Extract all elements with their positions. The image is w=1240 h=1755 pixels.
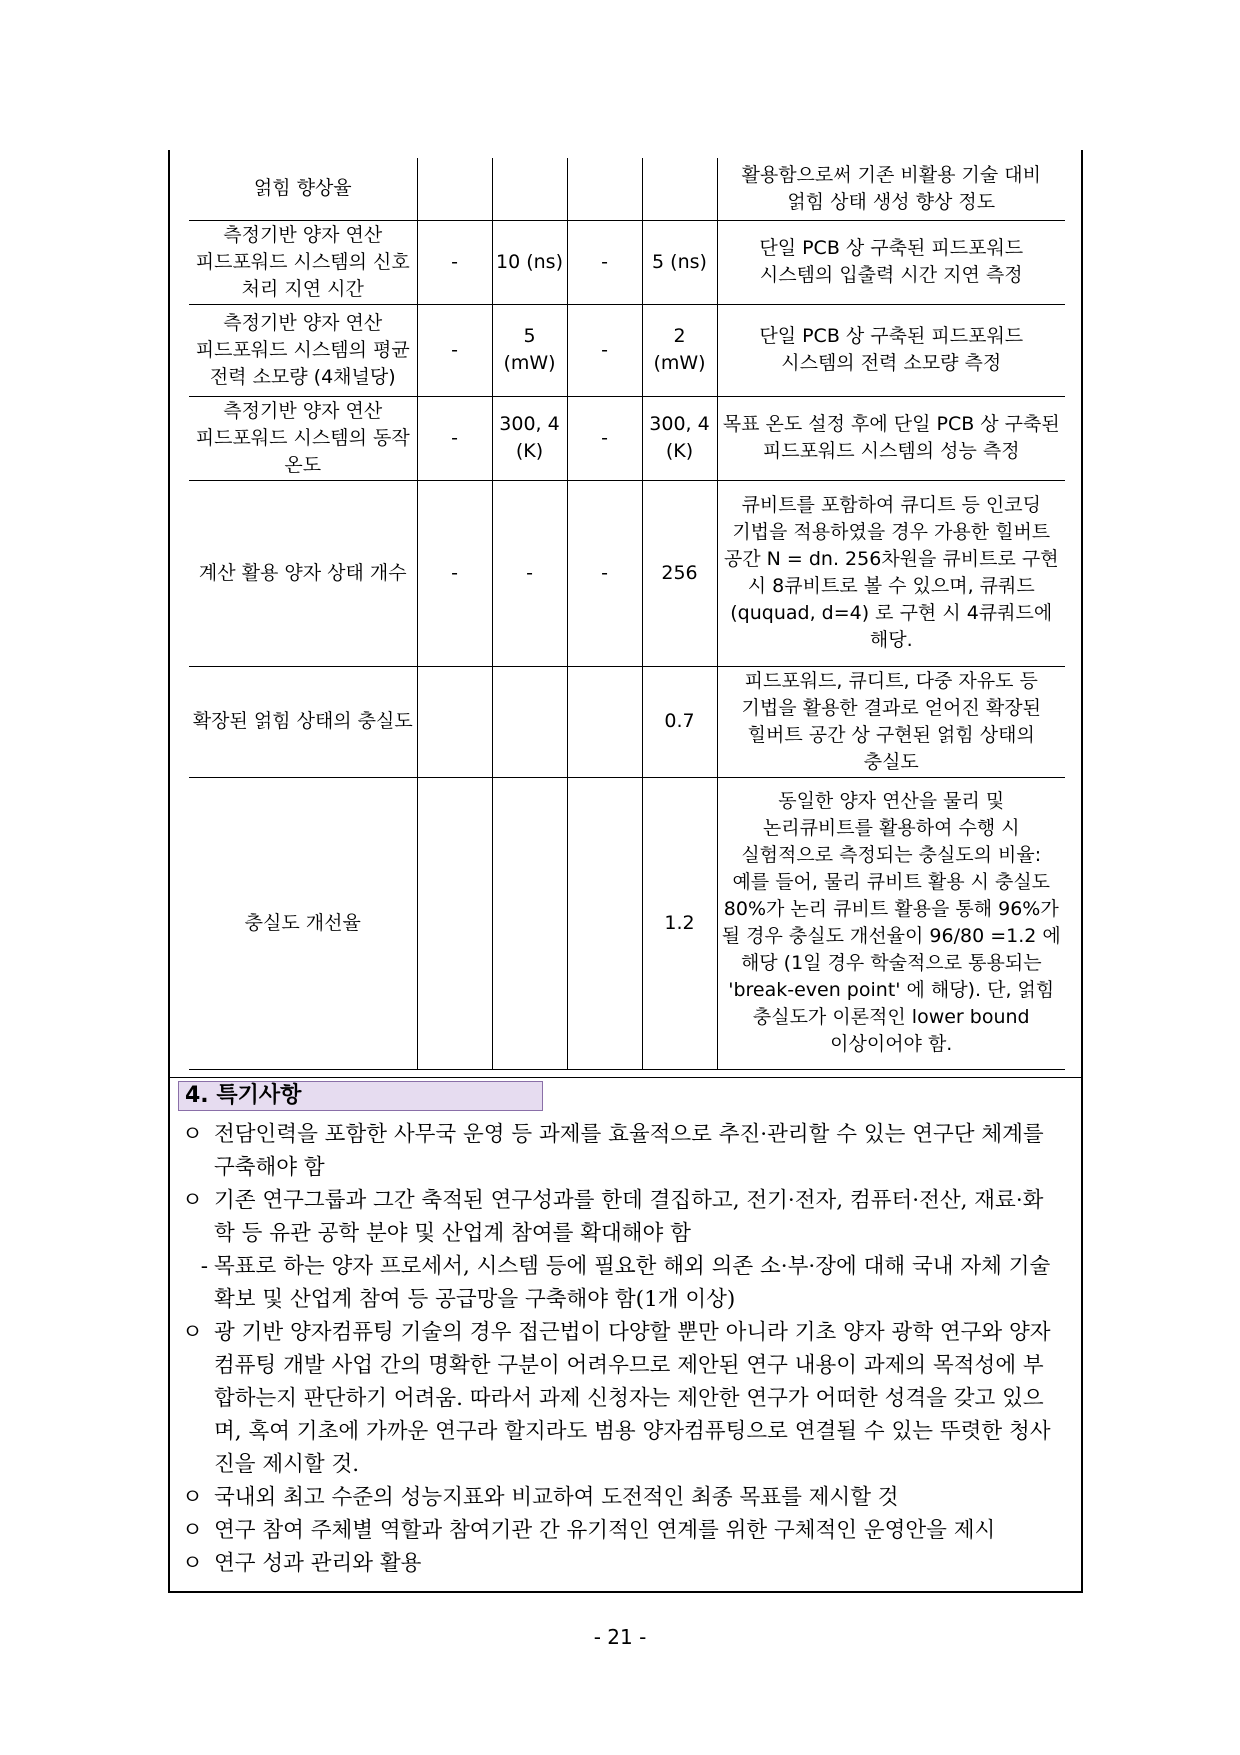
bullet-icon: ㅇ [182, 1485, 203, 1510]
list-item [182, 1481, 1062, 1514]
page-number: - 21 - [593, 1625, 647, 1649]
metric-description: 큐비트를 포함하여 큐디트 등 인코딩 기법을 적용하였을 경우 가용한 힐버트 공간 N = dn. 256차원을 큐비트로 구현 시 8큐비트로 볼 수 있으며, 큐쿼드(ququad, d=4) 로 구현 시 4큐쿼드에 해당. [717, 480, 1065, 666]
metric-value [567, 158, 642, 220]
bullet-icon: ㅇ [182, 1551, 203, 1576]
metrics-table [189, 158, 1065, 1070]
metric-description: 활용함으로써 기존 비활용 기술 대비 얽힘 상태 생성 향상 정도 [717, 158, 1065, 220]
bullet-icon: ㅇ [182, 1518, 203, 1543]
table-row [189, 777, 1065, 1069]
notes-list [182, 1118, 1062, 1580]
table-row [189, 396, 1065, 480]
metric-value: 256 [642, 480, 717, 666]
metric-description: 동일한 양자 연산을 물리 및 논리큐비트를 활용하여 수행 시 실험적으로 측정되는 충실도의 비율: 예를 들어, 물리 큐비트 활용 시 충실도 80%가 논리 큐비트 활용을 통해 96%가 될 경우 충실도 개선율이 96/80 =1.2 에 해당 (1일 경우 학술적으로 통용되는 'break-even point' 에 해당). 단, 얽힘 충실도가 이론적인 lower bound 이상이어야 함. [717, 777, 1065, 1069]
list-item [182, 1184, 1062, 1250]
bullet-icon: ㅇ [182, 1122, 203, 1147]
table-row [189, 220, 1065, 304]
metric-name: 측정기반 양자 연산 피드포워드 시스템의 평균 전력 소모량 (4채널당) [189, 304, 417, 396]
table-row [189, 480, 1065, 666]
metric-description: 피드포워드, 큐디트, 다중 자유도 등 기법을 활용한 결과로 얻어진 확장된 힐버트 공간 상 구현된 얽힘 상태의 충실도 [717, 666, 1065, 777]
metric-name: 확장된 얽힘 상태의 충실도 [189, 666, 417, 777]
table-row [189, 666, 1065, 777]
metric-description: 단일 PCB 상 구축된 피드포워드 시스템의 입출력 시간 지연 측정 [717, 220, 1065, 304]
metric-value: - [417, 396, 492, 480]
metric-value [417, 158, 492, 220]
list-item [182, 1547, 1062, 1580]
metric-name: 얽힘 향상율 [189, 158, 417, 220]
metric-value [492, 158, 567, 220]
note-text: 전담인력을 포함한 사무국 운영 등 과제를 효율적으로 추진·관리할 수 있는 연구단 체계를 구축해야 함 [214, 1122, 1044, 1180]
section-divider [170, 1077, 1081, 1078]
metric-value: 10 (ns) [492, 220, 567, 304]
note-text: 광 기반 양자컴퓨팅 기술의 경우 접근법이 다양할 뿐만 아니라 기초 양자 광학 연구와 양자컴퓨팅 개발 사업 간의 명확한 구분이 어려우므로 제안된 연구 내용이 과제의 목적성에 부합하는지 판단하기 어려움. 따라서 과제 신청자는 제안한 연구가 어떠한 성격을 갖고 있으며, 혹여 기초에 가까운 연구라 할지라도 범용 양자컴퓨팅으로 연결될 수 있는 뚜렷한 청사진을 제시할 것. [214, 1320, 1051, 1477]
metric-value: - [417, 220, 492, 304]
metric-description: 목표 온도 설정 후에 단일 PCB 상 구축된 피드포워드 시스템의 성능 측정 [717, 396, 1065, 480]
list-item [182, 1514, 1062, 1547]
bullet-icon: ㅇ [182, 1188, 203, 1213]
table-row [189, 304, 1065, 396]
metric-name: 측정기반 양자 연산 피드포워드 시스템의 동작 온도 [189, 396, 417, 480]
list-item [182, 1118, 1062, 1184]
metric-name: 측정기반 양자 연산 피드포워드 시스템의 신호 처리 지연 시간 [189, 220, 417, 304]
metric-value [642, 158, 717, 220]
metric-value [492, 666, 567, 777]
metric-value [417, 666, 492, 777]
metric-name: 충실도 개선율 [189, 777, 417, 1069]
metric-description: 단일 PCB 상 구축된 피드포워드 시스템의 전력 소모량 측정 [717, 304, 1065, 396]
metric-value: 2 (mW) [642, 304, 717, 396]
note-text: 연구 참여 주체별 역할과 참여기관 간 유기적인 연계를 위한 구체적인 운영안을 제시 [214, 1518, 996, 1543]
bullet-icon: ㅇ [182, 1320, 203, 1345]
metric-value: - [567, 304, 642, 396]
metric-value: 300, 4 (K) [642, 396, 717, 480]
note-text: 기존 연구그룹과 그간 축적된 연구성과를 한데 결집하고, 전기·전자, 컴퓨터·전산, 재료·화학 등 유관 공학 분야 및 산업계 참여를 확대해야 함 [214, 1188, 1044, 1246]
metric-value [417, 777, 492, 1069]
metric-value: - [567, 396, 642, 480]
metric-value [567, 666, 642, 777]
metric-value [567, 777, 642, 1069]
metric-value: - [417, 304, 492, 396]
metric-value [492, 777, 567, 1069]
metric-value: - [417, 480, 492, 666]
note-text: 목표로 하는 양자 프로세서, 시스템 등에 필요한 해외 의존 소·부·장에 대해 국내 자체 기술 확보 및 산업계 참여 등 공급망을 구축해야 함(1개 이상) [214, 1254, 1051, 1312]
table-row [189, 158, 1065, 220]
metric-value: 1.2 [642, 777, 717, 1069]
list-item [182, 1250, 1062, 1316]
metric-value: 300, 4 (K) [492, 396, 567, 480]
metric-value: 5 (ns) [642, 220, 717, 304]
note-text: 연구 성과 관리와 활용 [214, 1551, 422, 1576]
metric-value: - [567, 220, 642, 304]
list-item [182, 1316, 1062, 1481]
section-title: 4. 특기사항 [178, 1081, 543, 1111]
metric-value: - [492, 480, 567, 666]
metric-value: 5 (mW) [492, 304, 567, 396]
dash-icon: - [200, 1254, 208, 1279]
metric-value: 0.7 [642, 666, 717, 777]
note-text: 국내외 최고 수준의 성능지표와 비교하여 도전적인 최종 목표를 제시할 것 [214, 1485, 899, 1510]
metric-value: - [567, 480, 642, 666]
metric-name: 계산 활용 양자 상태 개수 [189, 480, 417, 666]
